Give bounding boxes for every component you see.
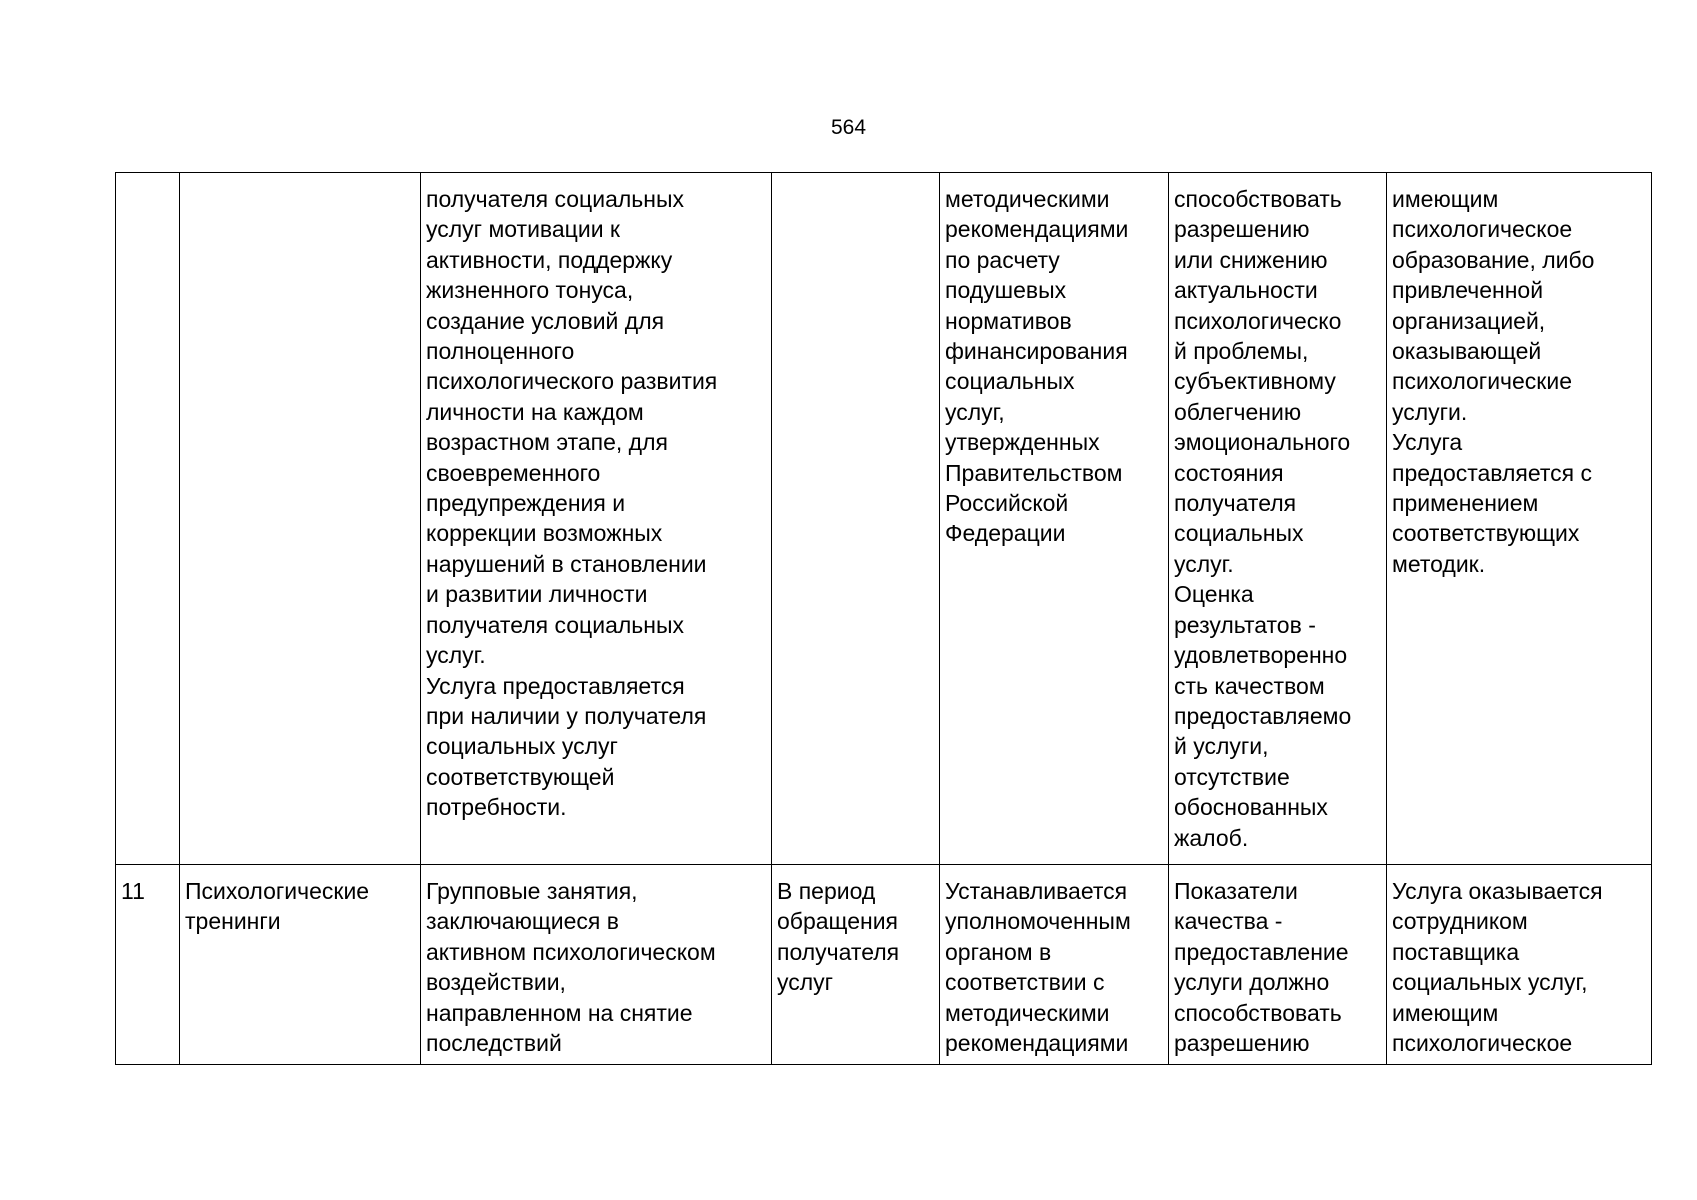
service-name-cell: Психологические тренинги [180,865,421,1065]
page-number: 564 [830,116,867,139]
service-conditions-cell: Услуга оказывается сотрудником поставщика социальных услуг, имеющим психологическое [1387,865,1652,1065]
table-row [116,173,1652,865]
service-timing-cell: В период обращения получателя услуг [772,865,940,1065]
table-row [116,865,1652,1065]
row-number-cell [116,173,180,865]
service-conditions-cell: имеющим психологическое образование, либо привлеченной организацией, оказывающей психологические услуги. Услуга предоставляется с применением соответствующих методик. [1387,173,1652,865]
service-description-cell: Групповые занятия, заключающиеся в активном психологическом воздействии, направленном на снятие последствий [421,865,772,1065]
service-quality-cell: Показатели качества - предоставление услуги должно способствовать разрешению [1169,865,1387,1065]
services-table [115,172,1652,1065]
service-quality-cell: способствовать разрешению или снижению актуальности психологическо й проблемы, субъективному облегчению эмоционального состояния получателя социальных услуг. Оценка результатов - удовлетворенно сть качеством предоставляемо й услуги, отсутствие обоснованных жалоб. [1169,173,1387,865]
service-cost-cell: Устанавливается уполномоченным органом в соответствии с методическими рекомендациями [940,865,1169,1065]
service-name-cell [180,173,421,865]
service-description-cell: получателя социальных услуг мотивации к активности, поддержку жизненного тонуса, создание условий для полноценного психологического развития личности на каждом возрастном этапе, для своевременного предупреждения и коррекции возможных нарушений в становлении и развитии личности получателя социальных услуг. Услуга предоставляется при наличии у получателя социальных услуг соответствующей потребности. [421,173,772,865]
row-number-cell: 11 [116,865,180,1065]
service-timing-cell [772,173,940,865]
service-cost-cell: методическими рекомендациями по расчету подушевых нормативов финансирования социальных услуг, утвержденных Правительством Российской Федерации [940,173,1169,865]
